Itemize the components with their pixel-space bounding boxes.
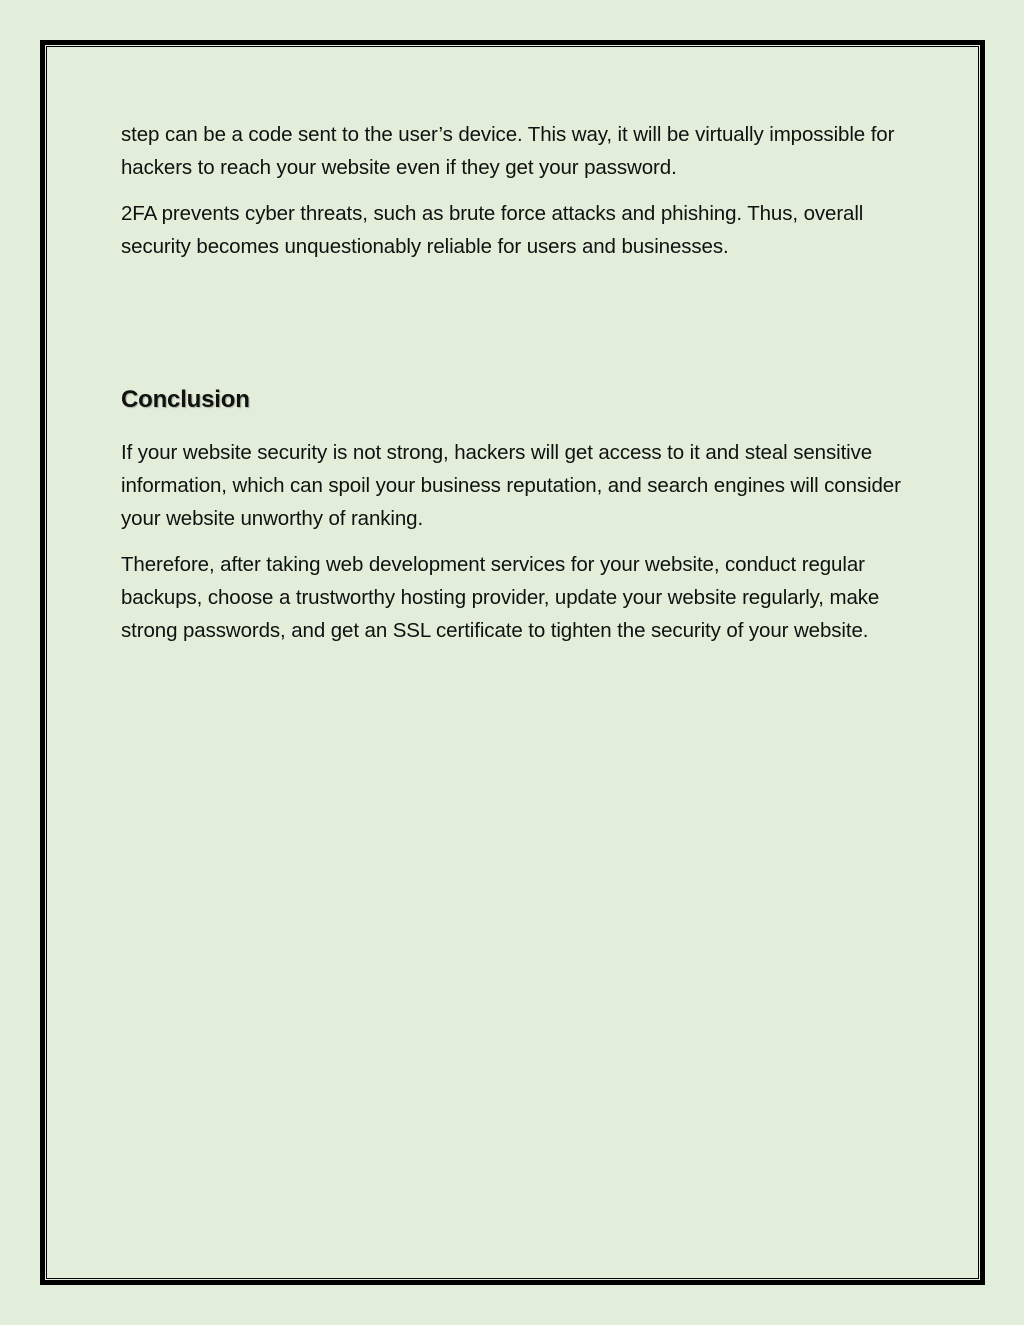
conclusion-heading: Conclusion [121, 386, 250, 413]
paragraph-conclusion-advice: Therefore, after taking web development services for your website, conduct regular backups, choose a trustworthy hosting provider, update your website regularly, make strong passwords, and get an SSL certificate to tighten the security of your website. [121, 553, 880, 642]
paragraph-2fa-benefits: 2FA prevents cyber threats, such as brute force attacks and phishing. Thus, overall security becomes unquestionably reliable for users and businesses. [121, 202, 864, 258]
paragraph-conclusion-risk: If your website security is not strong, hackers will get access to it and steal sensitive information, which can spoil your business reputation, and search engines will consider your website unworthy of ranking. [121, 441, 901, 530]
paragraph-2fa-step: step can be a code sent to the user’s device. This way, it will be virtually impossible for hackers to reach your website even if they get your password. [121, 123, 895, 179]
document-body [121, 118, 911, 642]
conclusion-section [121, 436, 911, 647]
